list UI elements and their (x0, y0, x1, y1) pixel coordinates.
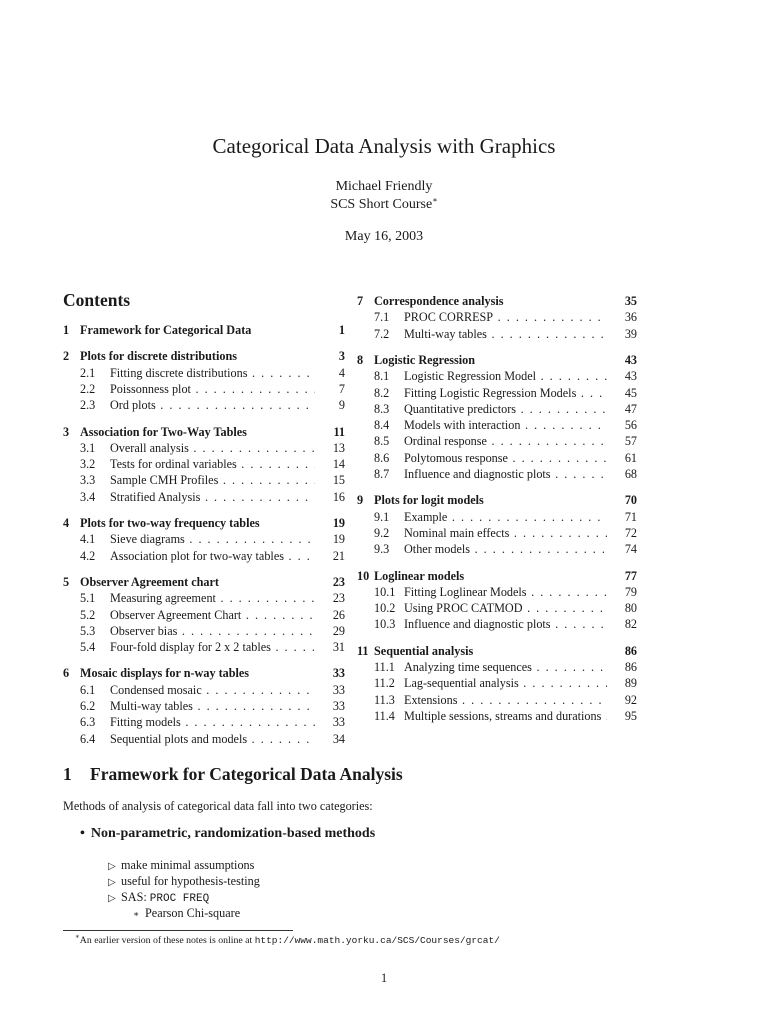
toc-section-number: 7 (357, 294, 364, 308)
toc-section-number: 9 (357, 493, 364, 508)
toc-section-page: 11 (333, 424, 345, 439)
page-number: 1 (380, 971, 388, 985)
list-item-text: SAS: (121, 890, 150, 904)
toc-section-number: 6 (63, 666, 70, 681)
toc-subsection-title: Observer bias . . . (110, 624, 315, 639)
toc-subsection-title: Tests for ordinal variables . . . (110, 457, 315, 472)
list-item-text: make minimal assumptions (121, 858, 255, 872)
toc-subsection[interactable] (374, 660, 637, 676)
toc-subsection-page: 23 (332, 591, 345, 606)
bullet-dot-icon: • (80, 826, 85, 841)
code-text: PROC FREQ (149, 893, 210, 905)
toc-subsection-title: Stratified Analysis . . . (110, 490, 315, 505)
toc-subsection-number: 3.4 (80, 489, 96, 504)
toc-subsection-page: 33 (332, 715, 345, 730)
intro-paragraph: Methods of analysis of categorical data fall into two categories: (63, 799, 373, 813)
toc-section-number: 5 (63, 574, 70, 589)
toc-subsection-number: 8.7 (374, 467, 390, 481)
toc-subsection-title: Multi-way tables . . . (404, 327, 607, 342)
toc-section-page: 77 (624, 568, 637, 583)
toc-subsection-page: 71 (624, 509, 637, 524)
toc-section-page: 35 (624, 294, 637, 308)
toc-section-number: 2 (63, 349, 70, 364)
toc-subsection-page: 4 (338, 365, 345, 380)
toc-section-page: 1 (338, 323, 345, 337)
toc-subsection-number: 3.1 (80, 440, 96, 455)
toc-subsection-title: Overall analysis . . . (110, 441, 315, 456)
toc-subsection-number: 11.4 (374, 708, 395, 723)
sub-list-item (133, 906, 240, 921)
toc-section[interactable] (357, 294, 637, 310)
toc-section-number: 8 (357, 352, 364, 367)
sub-list-item-text: Pearson Chi-square (145, 906, 241, 920)
section-title: Framework for Categorical Data Analysis (90, 764, 403, 784)
toc-subsection-page: 82 (624, 617, 637, 632)
toc-section-page: 86 (624, 643, 637, 658)
toc-subsection[interactable] (374, 510, 637, 526)
toc-section[interactable] (63, 323, 345, 339)
toc-subsection[interactable] (80, 591, 345, 607)
toc-subsection-number: 6.2 (80, 699, 96, 713)
list-item (108, 890, 209, 905)
toc-section-page: 33 (332, 666, 345, 681)
toc-section-title: Plots for two-way frequency tables (80, 516, 260, 530)
triangle-bullet-icon: ▷ (108, 893, 116, 904)
toc-section-page: 3 (338, 349, 345, 364)
toc-subsection-number: 10.1 (374, 584, 396, 599)
toc-section-title: Sequential analysis (374, 643, 474, 658)
toc-subsection-page: 74 (624, 542, 637, 557)
toc-subsection-page: 45 (624, 385, 637, 400)
toc-subsection[interactable] (80, 683, 345, 699)
toc-subsection[interactable] (80, 382, 345, 398)
toc-subsection-title: Lag-sequential analysis . . . (404, 676, 607, 691)
toc-subsection-page: 47 (624, 401, 637, 416)
toc-subsection-number: 6.1 (80, 682, 96, 697)
toc-subsection[interactable] (374, 418, 637, 434)
toc-section-title: Observer Agreement chart (80, 574, 219, 589)
toc-subsection-title: Fitting models . . . (110, 715, 315, 730)
toc-section[interactable] (63, 666, 345, 682)
document-date: May 16, 2003 (344, 229, 424, 244)
toc-subsection-number: 5.4 (80, 640, 96, 655)
toc-subsection-number: 8.1 (374, 369, 390, 384)
toc-subsection[interactable] (374, 434, 637, 450)
toc-section-title: Plots for logit models (374, 493, 484, 508)
footnote-url[interactable]: http://www.math.yorku.ca/SCS/Courses/grcat/ (254, 935, 500, 946)
toc-subsection-title: Sample CMH Profiles . . . (110, 473, 315, 488)
star-bullet-icon: ∗ (133, 909, 140, 919)
toc-subsection[interactable] (374, 451, 637, 467)
contents-heading: Contents (63, 290, 131, 310)
bullet-item (80, 826, 375, 842)
toc-subsection[interactable] (374, 402, 637, 418)
toc-subsection-title: Sequential plots and models . . . (110, 732, 315, 747)
toc-subsection[interactable] (374, 693, 637, 709)
toc-subsection-title: Condensed mosaic . . . (110, 683, 315, 698)
toc-subsection[interactable] (374, 310, 637, 326)
toc-subsection-page: 89 (624, 676, 637, 691)
toc-subsection[interactable] (80, 532, 345, 548)
toc-subsection-number: 8.6 (374, 450, 390, 465)
toc-subsection-number: 4.2 (80, 548, 96, 563)
toc-subsection-page: 15 (332, 473, 345, 488)
organization-text: SCS Short Course (330, 197, 433, 212)
toc-subsection-page: 39 (624, 326, 637, 341)
toc-subsection-title: Other models . . . (404, 542, 607, 557)
footnote-marker: ∗ (75, 932, 80, 941)
toc-subsection-page: 21 (332, 548, 345, 563)
toc-subsection-page: 95 (624, 708, 637, 723)
toc-subsection-page: 92 (624, 692, 637, 707)
toc-subsection-title: Multiple sessions, streams and durations . . . (404, 709, 607, 724)
list-item (108, 858, 254, 873)
toc-section-title: Plots for discrete distributions (80, 349, 237, 364)
toc-subsection-number: 5.1 (80, 591, 96, 606)
toc-subsection[interactable] (374, 676, 637, 692)
toc-subsection-page: 19 (332, 532, 345, 547)
footnote-rule (63, 930, 293, 931)
toc-subsection-number: 3.3 (80, 473, 96, 488)
toc-subsection-page: 7 (338, 381, 345, 396)
toc-subsection-page: 61 (624, 450, 637, 465)
toc-subsection-page: 68 (624, 467, 637, 481)
toc-subsection-title: Using PROC CATMOD . . . (404, 601, 607, 616)
toc-subsection-page: 72 (624, 525, 637, 540)
toc-subsection-title: Four-fold display for 2 x 2 tables . . . (110, 640, 315, 655)
triangle-bullet-icon: ▷ (108, 861, 116, 872)
toc-subsection-number: 8.5 (374, 434, 390, 449)
toc-subsection-title: Example . . . (404, 510, 607, 525)
toc-section-number: 4 (63, 516, 70, 530)
toc-subsection-title: Influence and diagnostic plots . . . (404, 617, 607, 632)
toc-subsection-title: Nominal main effects . . . (404, 526, 607, 541)
toc-subsection-number: 3.2 (80, 457, 96, 472)
toc-subsection-title: Association plot for two-way tables . . . (110, 549, 315, 564)
toc-section[interactable] (357, 493, 637, 509)
toc-subsection-title: Influence and diagnostic plots . . . (404, 467, 607, 482)
toc-section[interactable] (357, 353, 637, 369)
toc-subsection-number: 11.2 (374, 676, 395, 691)
toc-subsection-page: 57 (624, 434, 637, 449)
toc-subsection-title: Sieve diagrams . . . (110, 532, 315, 547)
toc-subsection-number: 7.1 (374, 310, 390, 325)
toc-subsection-title: Ordinal response . . . (404, 434, 607, 449)
bullet-text: Non-parametric, randomization-based methods (90, 826, 376, 841)
toc-subsection-page: 43 (624, 369, 637, 384)
toc-section-number: 10 (357, 568, 370, 583)
toc-subsection[interactable] (374, 467, 637, 483)
toc-subsection-number: 5.3 (80, 623, 96, 638)
toc-subsection-number: 4.1 (80, 532, 96, 547)
toc-subsection-page: 14 (332, 457, 345, 472)
toc-subsection[interactable] (374, 327, 637, 343)
footnote-text: An earlier version of these notes is online at (79, 935, 255, 946)
toc-subsection[interactable] (374, 542, 637, 558)
toc-subsection-page: 80 (624, 601, 637, 616)
footnote-marker: ∗ (432, 195, 438, 205)
toc-subsection[interactable] (80, 490, 345, 506)
toc-subsection-page: 34 (332, 731, 345, 746)
toc-subsection[interactable] (80, 624, 345, 640)
toc-section[interactable] (63, 349, 345, 365)
toc-section-title: Correspondence analysis (374, 294, 504, 308)
toc-subsection-page: 79 (624, 584, 637, 599)
toc-section[interactable] (63, 516, 345, 532)
toc-subsection-title: Ord plots . . . (110, 398, 315, 413)
toc-subsection[interactable] (80, 473, 345, 489)
toc-section-title: Loglinear models (374, 568, 465, 583)
organization (0, 197, 768, 213)
list-item (108, 874, 260, 889)
toc-subsection-title: Measuring agreement . . . (110, 591, 315, 606)
toc-subsection-page: 31 (332, 640, 345, 655)
author-name: Michael Friendly (335, 179, 433, 194)
toc-subsection-number: 8.4 (374, 418, 390, 433)
toc-subsection-page: 33 (332, 682, 345, 697)
toc-subsection[interactable] (374, 526, 637, 542)
toc-subsection-page: 86 (624, 660, 637, 674)
toc-subsection[interactable] (80, 699, 345, 715)
toc-section-number: 3 (63, 424, 70, 439)
toc-subsection-title: Extensions . . . (404, 693, 607, 708)
triangle-bullet-icon: ▷ (108, 877, 116, 888)
toc-subsection[interactable] (374, 709, 637, 725)
toc-subsection-title: Observer Agreement Chart . . . (110, 608, 315, 623)
toc-subsection-page: 9 (338, 398, 345, 413)
toc-subsection-title: Quantitative predictors . . . (404, 402, 607, 417)
toc-subsection[interactable] (80, 732, 345, 748)
toc-subsection-number: 6.3 (80, 715, 96, 730)
toc-subsection-title: Poissonness plot . . . (110, 382, 315, 397)
toc-subsection-title: Multi-way tables . . . (110, 699, 315, 714)
toc-section[interactable] (357, 569, 637, 585)
toc-subsection-page: 29 (332, 623, 345, 638)
toc-subsection-page: 13 (332, 440, 345, 455)
toc-subsection-page: 26 (332, 607, 345, 622)
toc-subsection-number: 8.2 (374, 385, 390, 400)
toc-subsection[interactable] (80, 608, 345, 624)
toc-subsection-number: 2.2 (80, 381, 96, 396)
toc-subsection[interactable] (80, 640, 345, 656)
toc-subsection-number: 9.1 (374, 509, 390, 524)
toc-subsection[interactable] (374, 617, 637, 633)
list-item-text: useful for hypothesis-testing (121, 874, 260, 888)
toc-subsection-number: 11.3 (374, 692, 395, 707)
toc-subsection-number: 2.3 (80, 398, 96, 413)
toc-section-page: 19 (332, 516, 345, 530)
toc-subsection[interactable] (374, 386, 637, 402)
toc-subsection-title: Polytomous response . . . (404, 451, 607, 466)
toc-section[interactable] (63, 425, 345, 441)
toc-section[interactable] (63, 575, 345, 591)
toc-subsection[interactable] (80, 441, 345, 457)
footnote (75, 932, 500, 946)
toc-subsection-number: 7.2 (374, 326, 390, 341)
toc-section-page: 43 (624, 352, 637, 367)
section-heading (63, 764, 403, 785)
toc-section-page: 23 (332, 574, 345, 589)
toc-subsection[interactable] (80, 457, 345, 473)
toc-section[interactable] (357, 644, 637, 660)
toc-subsection[interactable] (374, 369, 637, 385)
toc-subsection-page: 16 (332, 489, 345, 504)
toc-subsection-number: 5.2 (80, 607, 96, 622)
toc-subsection-title: PROC CORRESP . . . (404, 310, 607, 325)
toc-subsection[interactable] (80, 715, 345, 731)
toc-subsection[interactable] (374, 585, 637, 601)
toc-subsection-number: 10.3 (374, 617, 396, 632)
toc-subsection-title: Fitting Loglinear Models . . . (404, 585, 607, 600)
toc-subsection-page: 36 (624, 310, 637, 325)
toc-subsection[interactable] (80, 549, 345, 565)
toc-subsection-page: 33 (332, 699, 345, 713)
toc-subsection-title: Fitting Logistic Regression Models . . . (404, 386, 607, 401)
toc-subsection-number: 8.3 (374, 401, 390, 416)
toc-subsection-title: Analyzing time sequences . . . (404, 660, 607, 675)
toc-subsection-page: 56 (624, 418, 637, 433)
toc-subsection-title: Fitting discrete distributions . . . (110, 366, 315, 381)
toc-subsection-number: 10.2 (374, 601, 396, 616)
toc-section-title: Framework for Categorical Data (80, 323, 252, 337)
toc-subsection-number: 9.2 (374, 525, 390, 540)
toc-subsection-number: 9.3 (374, 542, 390, 557)
toc-subsection-title: Logistic Regression Model . . . (404, 369, 607, 384)
toc-section-page: 70 (624, 493, 637, 508)
toc-subsection[interactable] (80, 366, 345, 382)
section-number: 1 (63, 764, 72, 784)
toc-subsection-number: 6.4 (80, 731, 96, 746)
document-title: Categorical Data Analysis with Graphics (212, 134, 556, 158)
toc-subsection-number: 11.1 (374, 660, 395, 674)
toc-subsection-title: Models with interaction . . . (404, 418, 607, 433)
toc-section-number: 11 (357, 643, 369, 658)
toc-subsection[interactable] (374, 601, 637, 617)
toc-section-title: Mosaic displays for n-way tables (80, 666, 250, 681)
toc-section-title: Association for Two-Way Tables (80, 424, 247, 439)
toc-section-number: 1 (63, 323, 70, 337)
toc-subsection-number: 2.1 (80, 365, 96, 380)
toc-subsection[interactable] (80, 398, 345, 414)
toc-section-title: Logistic Regression (374, 352, 475, 367)
